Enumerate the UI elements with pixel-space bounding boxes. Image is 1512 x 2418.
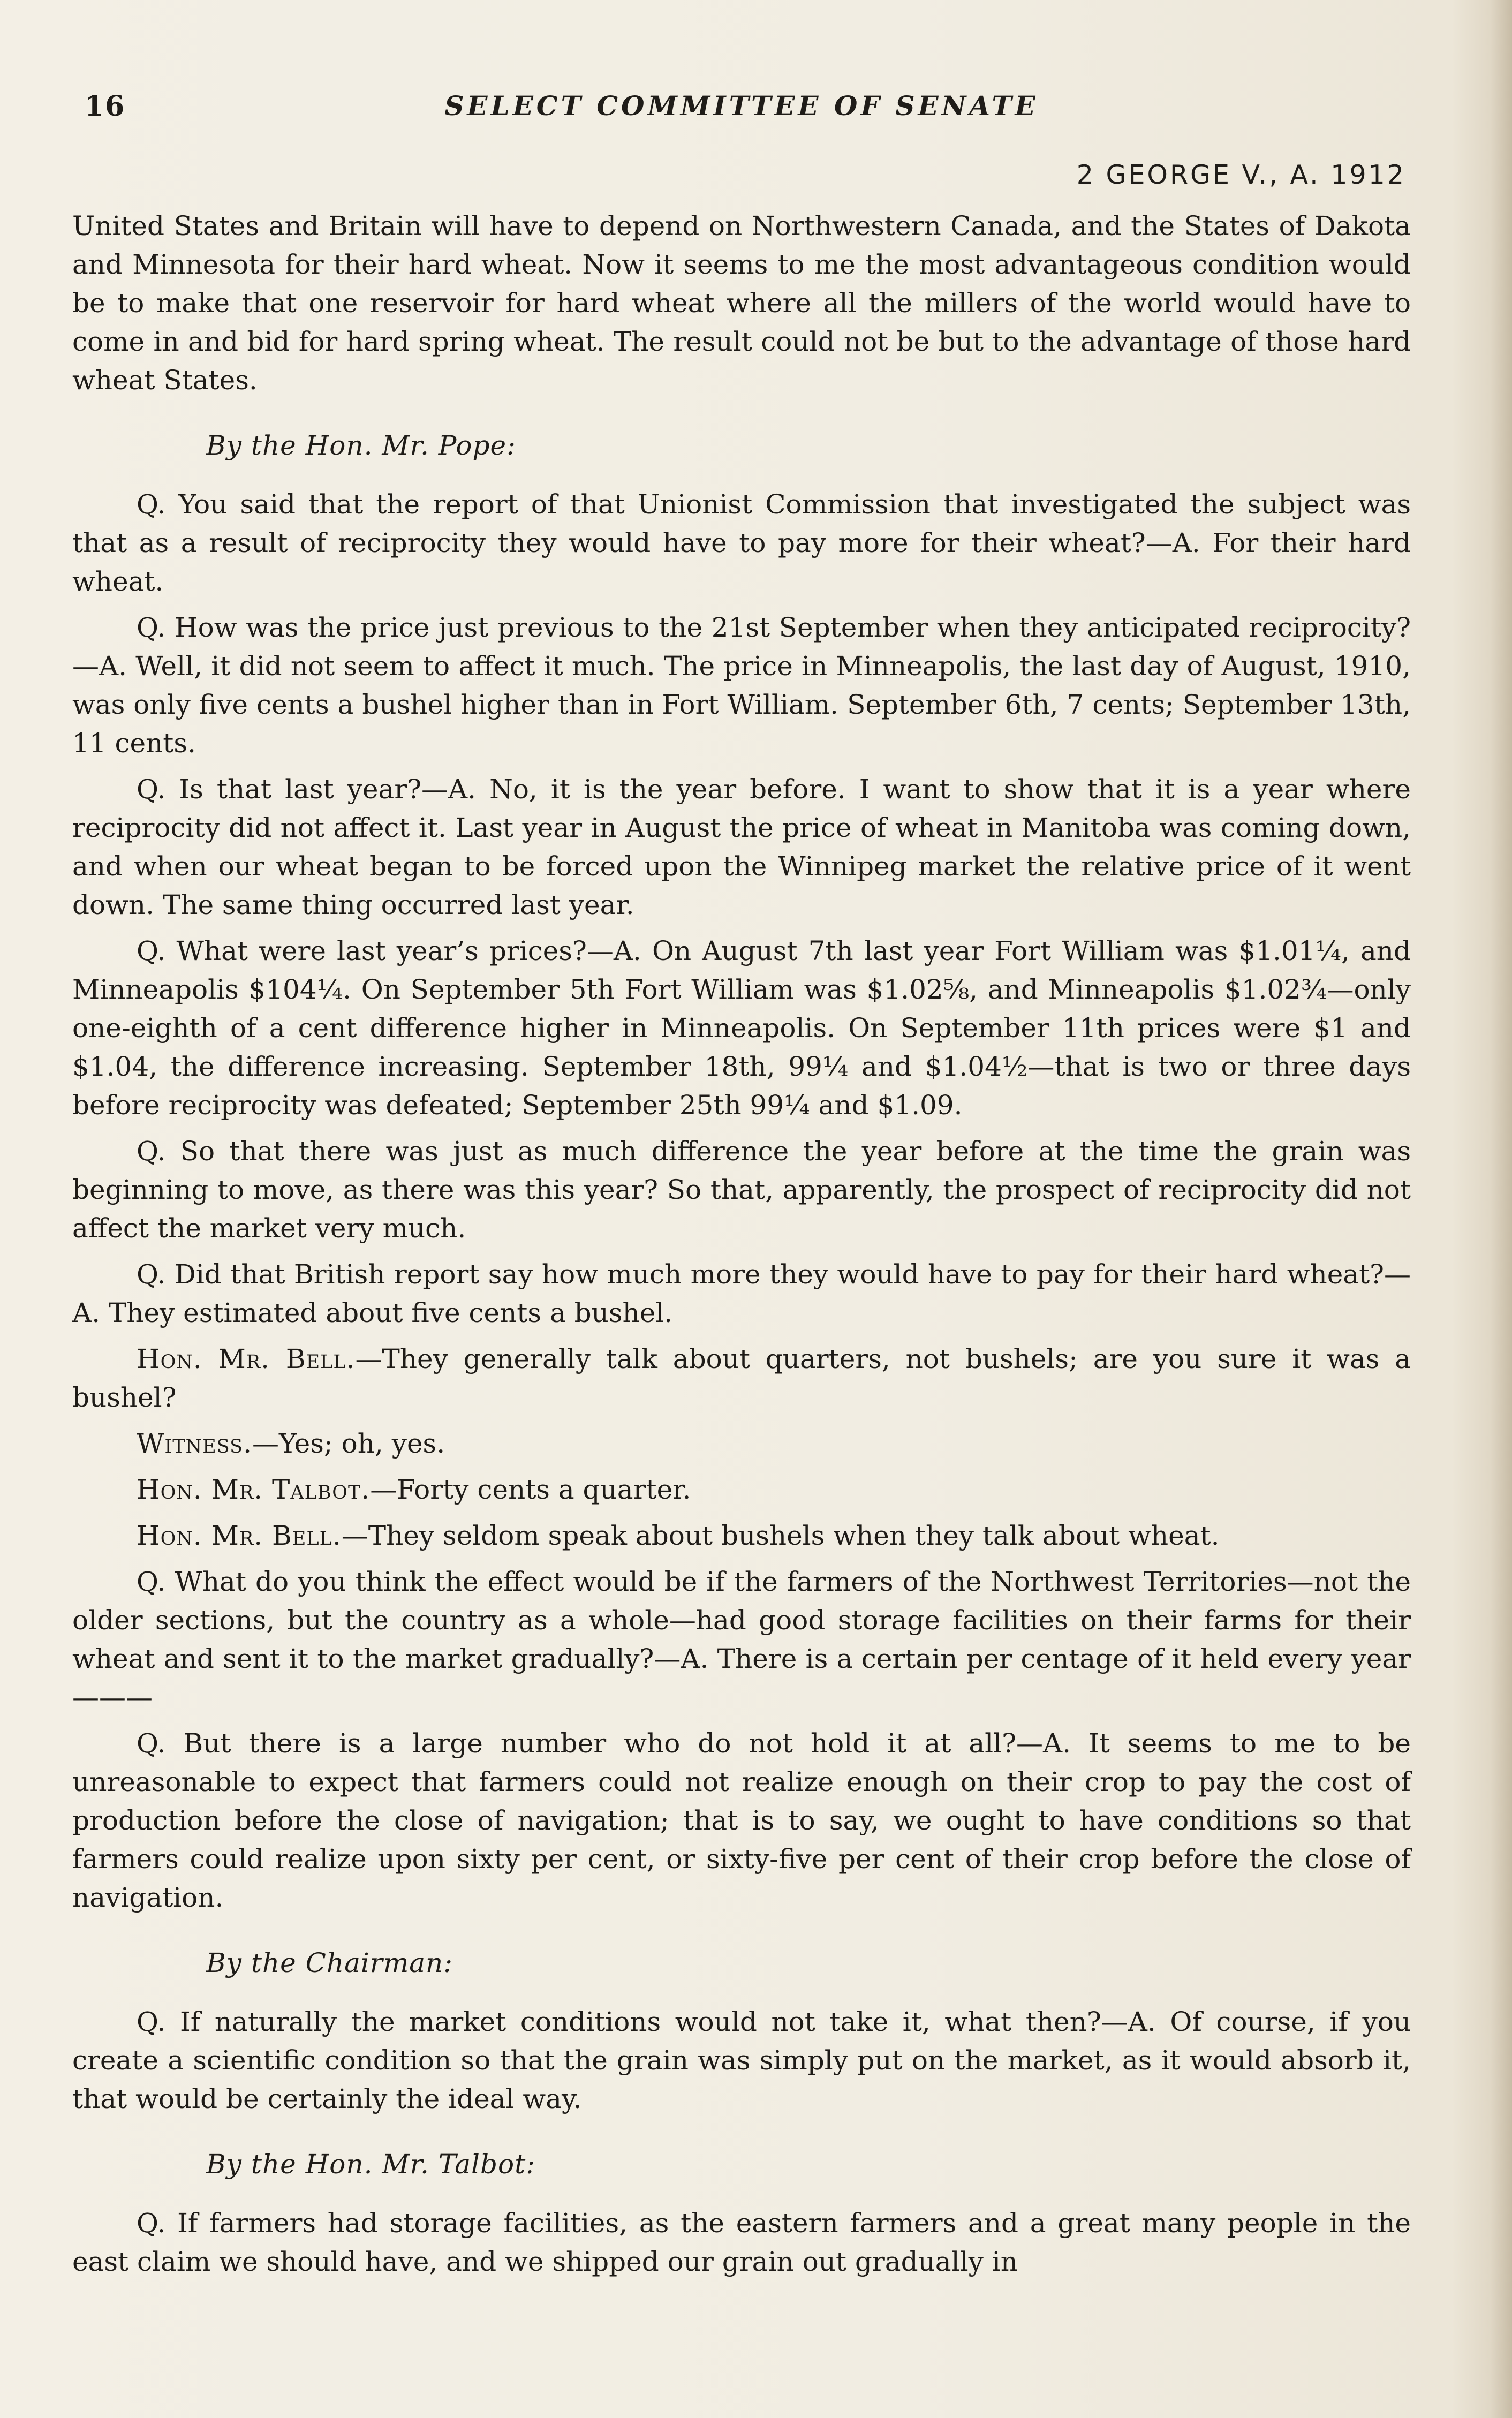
session-reference: 2 GEORGE V., A. 1912 — [1076, 160, 1406, 190]
page-number: 16 — [85, 90, 126, 123]
speech-text: —They seldom speak about bushels when they talk about wheat. — [341, 1520, 1220, 1551]
running-header — [75, 86, 1408, 129]
question-answer-paragraph: Q. If naturally the market conditions would not take it, what then?—A. Of course, if you create a scientific condition so that the grain was simply put on the market, as it would absorb it, that would be certainly the ideal way. — [72, 2006, 1411, 2114]
question-answer-paragraph: Q. What were last year’s prices?—A. On August 7th last year Fort William was $1.01¼, and Minneapolis $104¼. On September 5th Fort William was $1.02⅝, and Minneapolis $1.02¾—only one-eighth of a cent difference higher in Minneapolis. On September 11th prices were $1 and $1.04, the difference increasing. September 18th, 99¼ and $1.04½—that is two or three days before reciprocity was defeated; September 25th 99¼ and $1.09. — [72, 935, 1411, 1121]
examiner-byline: By the Chairman: — [206, 1947, 453, 1978]
examiner-byline: By the Hon. Mr. Talbot: — [206, 2149, 536, 2180]
speech-text: —Yes; oh, yes. — [252, 1428, 445, 1459]
speech-paragraph — [72, 1340, 1411, 1417]
examiner-byline: By the Hon. Mr. Pope: — [206, 430, 516, 461]
question-answer-paragraph: Q. Did that British report say how much more they would have to pay for their hard wheat?—A. They estimated about five cents a bushel. — [72, 1259, 1411, 1328]
speech-text: —They generally talk about quarters, not bushels; are you sure it was a bushel? — [72, 1343, 1411, 1413]
question-answer-paragraph: Q. You said that the report of that Unionist Commission that investigated the subject was that as a result of reciprocity they would have to pay more for their wheat?—A. For their hard wheat. — [72, 489, 1411, 597]
question-answer-paragraph: Q. If farmers had storage facilities, as the eastern farmers and a great many people in the east claim we should have, and we shipped our grain out gradually in — [72, 2208, 1411, 2277]
question-answer-paragraph: Q. But there is a large number who do not hold it at all?—A. It seems to me to be unreasonable to expect that farmers could not realize enough on their crop to pay the cost of production before the close of navigation; that is to say, we ought to have conditions so that farmers could realize upon sixty per cent, or sixty-five per cent of their crop before the close of navigation. — [72, 1728, 1411, 1913]
body-text — [72, 207, 1411, 2281]
page-edge-shadow — [1491, 0, 1512, 2418]
question-answer-paragraph: Q. What do you think the effect would be if the farmers of the Northwest Territories—not the older sections, but the country as a whole—had good storage facilities on their farms for their wheat and sent it to the market gradually?—A. There is a certain per centage of it held every year——— — [72, 1566, 1411, 1713]
speaker-name: Hon. Mr. Bell. — [137, 1343, 356, 1374]
question-answer-paragraph: Q. So that there was just as much difference the year before at the time the grain was beginning to move, as there was this year? So that, apparently, the prospect of reciprocity did not affect the market very much. — [72, 1136, 1411, 1244]
speech-paragraph — [72, 1516, 1411, 1555]
running-title: SELECT COMMITTEE OF SENATE — [444, 90, 1039, 122]
speaker-name: Witness. — [137, 1428, 252, 1459]
speaker-name: Hon. Mr. Talbot. — [137, 1474, 371, 1505]
speech-paragraph — [72, 1424, 1411, 1463]
question-answer-paragraph: Q. Is that last year?—A. No, it is the year before. I want to show that it is a year where reciprocity did not affect it. Last year in August the price of wheat in Manitoba was coming down, and when our wheat began to be forced upon the Winnipeg market the relative price of it went down. The same thing occurred last year. — [72, 774, 1411, 920]
question-answer-paragraph: Q. How was the price just previous to the 21st September when they anticipated reciprocity?—A. Well, it did not seem to affect it much. The price in Minneapolis, the last day of August, 1910, was only five cents a bushel higher than in Fort William. September 6th, 7 cents; September 13th, 11 cents. — [72, 612, 1411, 759]
speaker-name: Hon. Mr. Bell. — [137, 1520, 342, 1551]
paragraph: United States and Britain will have to depend on Northwestern Canada, and the States of Dakota and Minnesota for their hard wheat. Now it seems to me the most advantageous condition would be to make that one reservoir for hard wheat where all the millers of the world would have to come in and bid for hard spring wheat. The result could not be but to the advantage of those hard wheat States. — [72, 210, 1411, 396]
speech-paragraph — [72, 1470, 1411, 1509]
speech-text: —Forty cents a quarter. — [370, 1474, 691, 1505]
